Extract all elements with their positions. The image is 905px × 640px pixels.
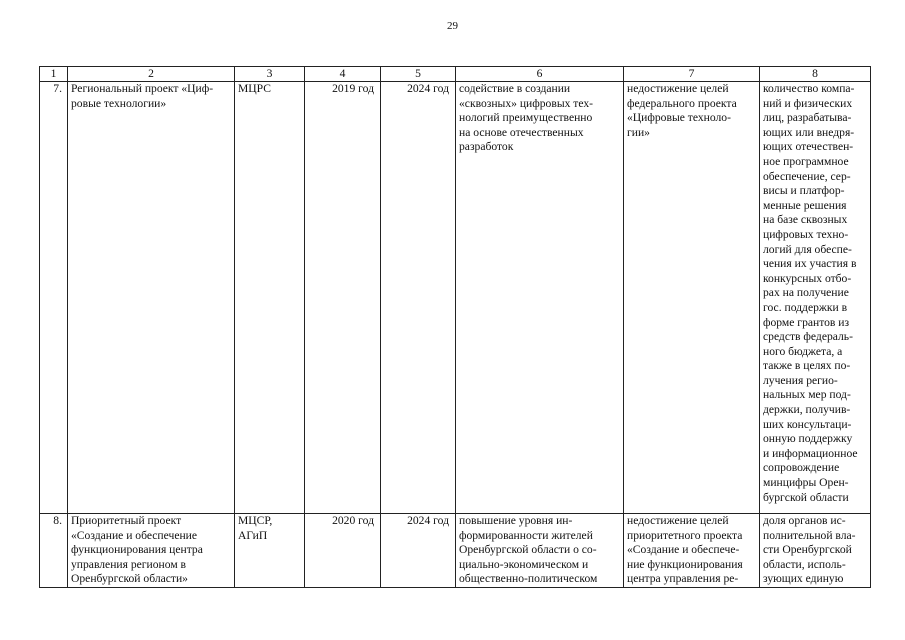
table-row: [40, 82, 871, 514]
risk-text: недостижение целей приоритетного проекта «Создание и обеспече- ние функционирования центра управления ре-: [627, 514, 743, 586]
header-cell: 6: [456, 67, 624, 82]
executor: МЦСР, АГиП: [238, 514, 273, 542]
project-name: Региональный проект «Циф- ровые технологии»: [71, 82, 214, 110]
project-name-cell: [68, 514, 235, 588]
header-cell: 2: [68, 67, 235, 82]
executor-cell: [235, 514, 305, 588]
goal-cell: [456, 82, 624, 514]
goal-cell: [456, 514, 624, 588]
header-cell: 7: [624, 67, 760, 82]
header-cell: 5: [381, 67, 456, 82]
page-number: 29: [447, 20, 458, 32]
goal-text: повышение уровня ин- формированности жителей Оренбургской области о со- циально-экономическом и общественно-политическом: [459, 514, 598, 586]
indicator-text: количество компа- ний и физических лиц, разрабатыва- ющих или внедря- ющих отечествен- ное программное обеспечение, сер- висы и платфор- менные решения на базе сквозных цифровых техно- логий для обеспе- чения их участия в конкурсных отбо- рах на получение гос. поддержки в форме грантов из средств федераль- ного бюджета, а также в целях по- лучения регио- нальных мер под- держки, получив- ших консультаци- онную поддержку и информационное сопровождение минцифры Орен- бургской области: [763, 82, 858, 504]
goal-text: содействие в создании «сквозных» цифровых тех- нологий преимущественно на основе отечественных разработок: [459, 82, 594, 154]
row-number: 7.: [40, 82, 68, 514]
executor: МЦРС: [238, 82, 272, 95]
header-cell: 8: [760, 67, 871, 82]
table-row: [40, 514, 871, 588]
executor-cell: [235, 82, 305, 514]
row-number: 8.: [40, 514, 68, 588]
header-cell: 4: [305, 67, 381, 82]
risk-cell: [624, 514, 760, 588]
project-name: Приоритетный проект «Создание и обеспечение функционирования центра управления регионом в Оренбургской области»: [71, 514, 203, 586]
header-cell: 1: [40, 67, 68, 82]
risk-cell: [624, 82, 760, 514]
end-year: 2024 год: [381, 82, 456, 514]
start-year: 2019 год: [305, 82, 381, 514]
indicator-cell: [760, 514, 871, 588]
end-year: 2024 год: [381, 514, 456, 588]
start-year: 2020 год: [305, 514, 381, 588]
projects-table: [39, 66, 871, 588]
indicator-text: доля органов ис- полнительной вла- сти Оренбургской области, исполь- зующих единую: [763, 514, 856, 586]
header-cell: 3: [235, 67, 305, 82]
risk-text: недостижение целей федерального проекта «Цифровые техноло- гии»: [627, 82, 737, 139]
header-row: [40, 67, 871, 82]
indicator-cell: [760, 82, 871, 514]
project-name-cell: [68, 82, 235, 514]
